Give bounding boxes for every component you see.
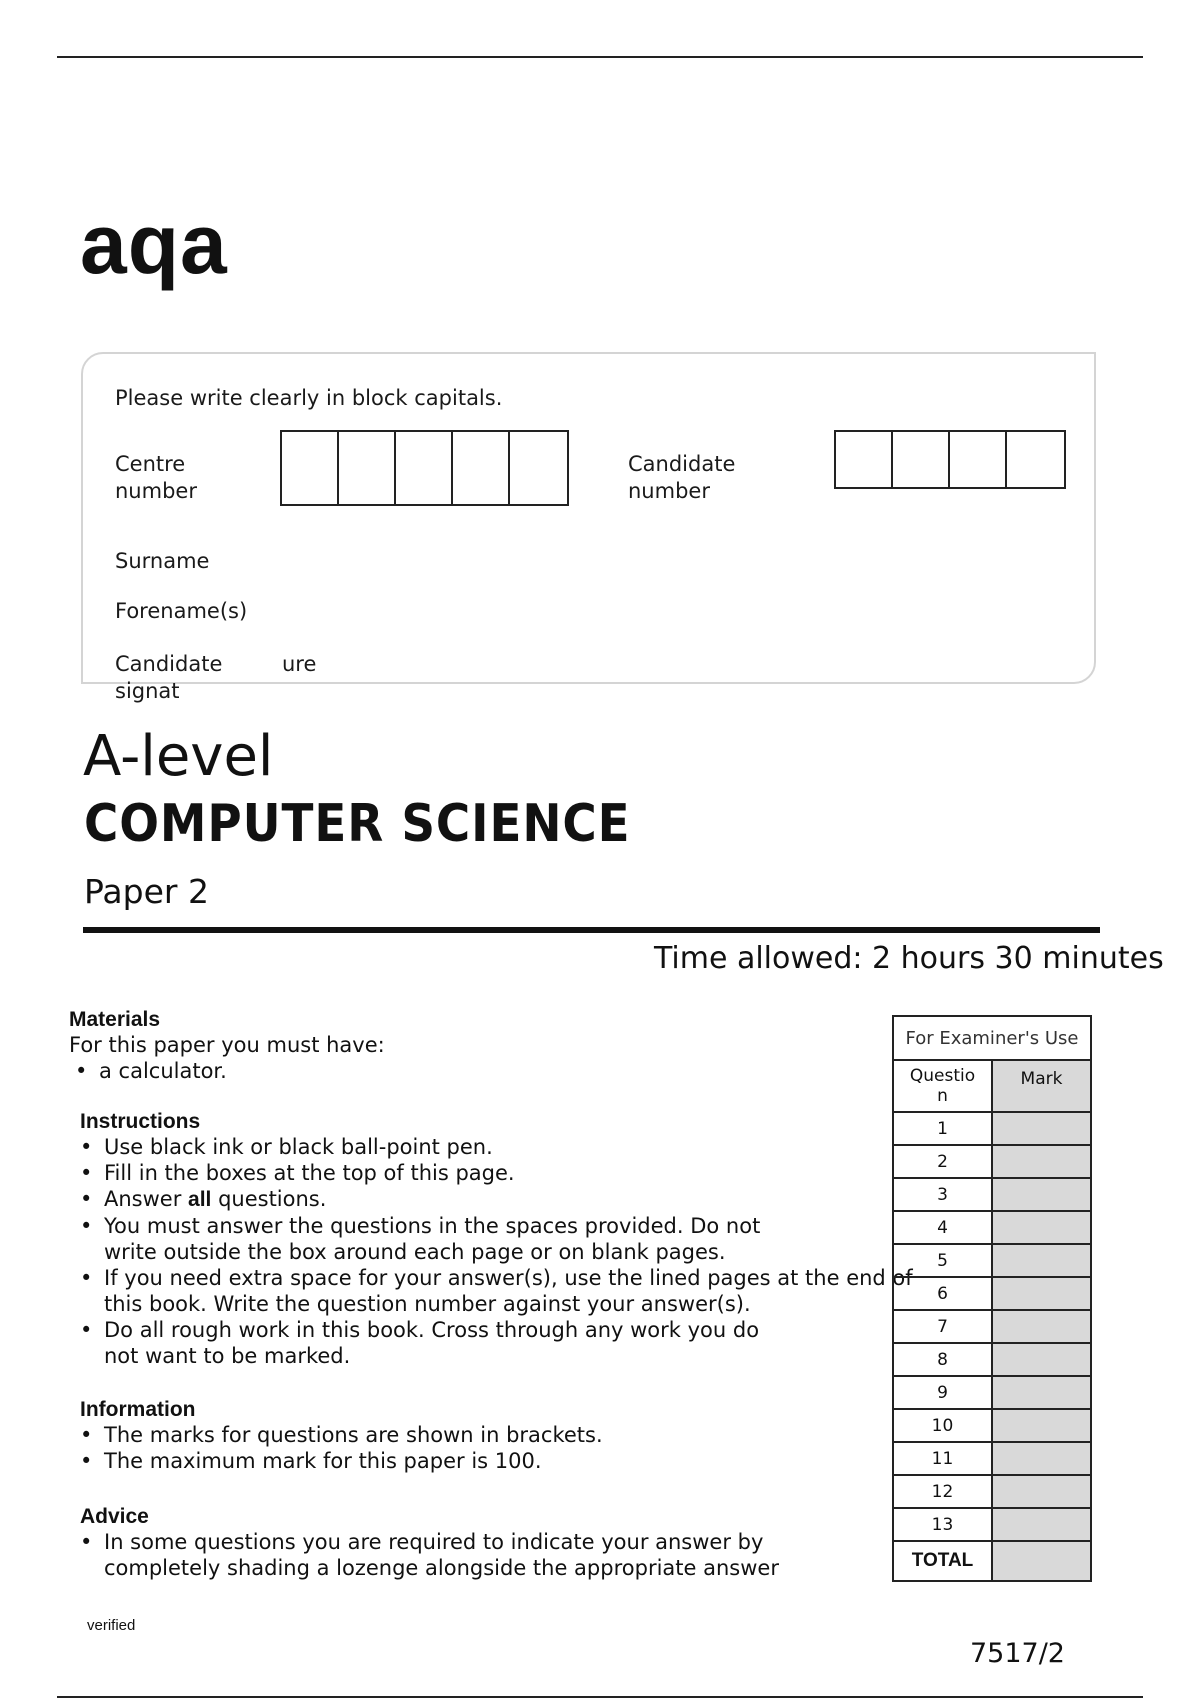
digit-box[interactable] [282,432,339,504]
table-row [893,1277,1091,1310]
mark-cell[interactable] [992,1112,1091,1145]
time-allowed: Time allowed: 2 hours 30 minutes [654,941,1164,976]
question-column-header: Questio n [893,1060,992,1112]
advice-heading: Advice [80,1505,149,1528]
bullet-item: • The marks for questions are shown in brackets. [70,1422,900,1448]
bullet-item: • Use black ink or black ball-point pen. [70,1134,980,1160]
digit-box[interactable] [836,432,893,487]
table-row [893,1178,1091,1211]
question-number-cell: 8 [893,1343,992,1376]
question-number-cell: 12 [893,1475,992,1508]
digit-box[interactable] [893,432,950,487]
candidate-number-label: Candidate number [628,452,736,503]
bullet-item: • In some questions you are required to indicate your answer by completely shading a lozenge alongside the appropriate answer [70,1529,900,1581]
instructions-heading: Instructions [80,1110,201,1133]
paper-number: Paper 2 [84,872,209,911]
mark-cell[interactable] [992,1211,1091,1244]
title-rule [83,927,1100,933]
question-number-cell: 3 [893,1178,992,1211]
subject-title: COMPUTER SCIENCE [84,794,631,854]
bullet-item: • Fill in the boxes at the top of this page. [70,1160,980,1186]
materials-intro: For this paper you must have: [69,1033,385,1057]
advice-list [70,1529,900,1581]
question-number-cell: 7 [893,1310,992,1343]
question-number-cell: 6 [893,1277,992,1310]
aqa-logo: aqa [80,197,228,291]
question-number-cell: 11 [893,1442,992,1475]
mark-column-header: Mark [992,1060,1091,1112]
question-number-cell: 13 [893,1508,992,1541]
bullet-item: • If you need extra space for your answer(s), use the lined pages at the end of this book. Write the question number against your answer(s). [70,1265,980,1317]
bottom-rule [57,1696,1143,1698]
block-capitals-instruction: Please write clearly in block capitals. [115,386,503,410]
mark-cell[interactable] [992,1145,1091,1178]
surname-label: Surname [115,549,210,573]
mark-cell[interactable] [992,1442,1091,1475]
digit-box[interactable] [950,432,1007,487]
qualification-level: A-level [83,724,274,789]
candidate-number-boxes[interactable] [834,430,1066,489]
mark-cell[interactable] [992,1244,1091,1277]
table-row [893,1211,1091,1244]
examiners-use-table [892,1015,1092,1582]
question-number-cell: 1 [893,1112,992,1145]
mark-cell[interactable] [992,1178,1091,1211]
materials-section [69,1008,889,1084]
information-list [70,1422,900,1474]
bullet-item: • You must answer the questions in the spaces provided. Do not write outside the box around each page or on blank pages. [70,1213,980,1265]
centre-number-boxes[interactable] [280,430,569,506]
table-row [893,1442,1091,1475]
top-rule [57,56,1143,58]
candidate-signature-label-suffix: ure [282,652,317,676]
materials-heading: Materials [69,1008,161,1031]
information-section [80,1398,900,1474]
table-row [893,1376,1091,1409]
bullet-item: • Do all rough work in this book. Cross through any work you do not want to be marked. [70,1317,980,1369]
digit-box[interactable] [1007,432,1064,487]
information-heading: Information [80,1398,196,1421]
bullet-item: • a calculator. [65,1058,889,1084]
mark-cell[interactable] [992,1508,1091,1541]
digit-box[interactable] [510,432,567,504]
mark-cell[interactable] [992,1376,1091,1409]
advice-section [80,1505,900,1581]
total-label: TOTAL [893,1541,992,1581]
mark-cell[interactable] [992,1409,1091,1442]
table-row [893,1409,1091,1442]
paper-code: 7517/2 [970,1638,1065,1669]
digit-box[interactable] [396,432,453,504]
total-row [893,1541,1091,1581]
question-number-cell: 4 [893,1211,992,1244]
instructions-list [70,1134,980,1369]
table-row [893,1310,1091,1343]
candidate-signature-label: Candidate signat [115,652,223,703]
table-row [893,1343,1091,1376]
digit-box[interactable] [339,432,396,504]
centre-number-label: Centre number [115,452,197,503]
table-row [893,1145,1091,1178]
table-row [893,1475,1091,1508]
forenames-label: Forename(s) [115,599,248,623]
digit-box[interactable] [453,432,510,504]
verified-mark: verified [87,1617,136,1634]
instructions-section [80,1110,980,1369]
bullet-item: • The maximum mark for this paper is 100. [70,1448,900,1474]
mark-cell[interactable] [992,1310,1091,1343]
table-row [893,1244,1091,1277]
question-number-cell: 9 [893,1376,992,1409]
mark-cell[interactable] [992,1475,1091,1508]
mark-cell[interactable] [992,1277,1091,1310]
examiners-use-title: For Examiner's Use [893,1016,1091,1060]
question-number-cell: 5 [893,1244,992,1277]
mark-cell[interactable] [992,1343,1091,1376]
bullet-item: • Answer all questions. [70,1186,980,1213]
question-number-cell: 10 [893,1409,992,1442]
question-number-cell: 2 [893,1145,992,1178]
materials-list [65,1058,889,1084]
total-mark-cell[interactable] [992,1541,1091,1581]
table-row [893,1508,1091,1541]
table-row [893,1112,1091,1145]
